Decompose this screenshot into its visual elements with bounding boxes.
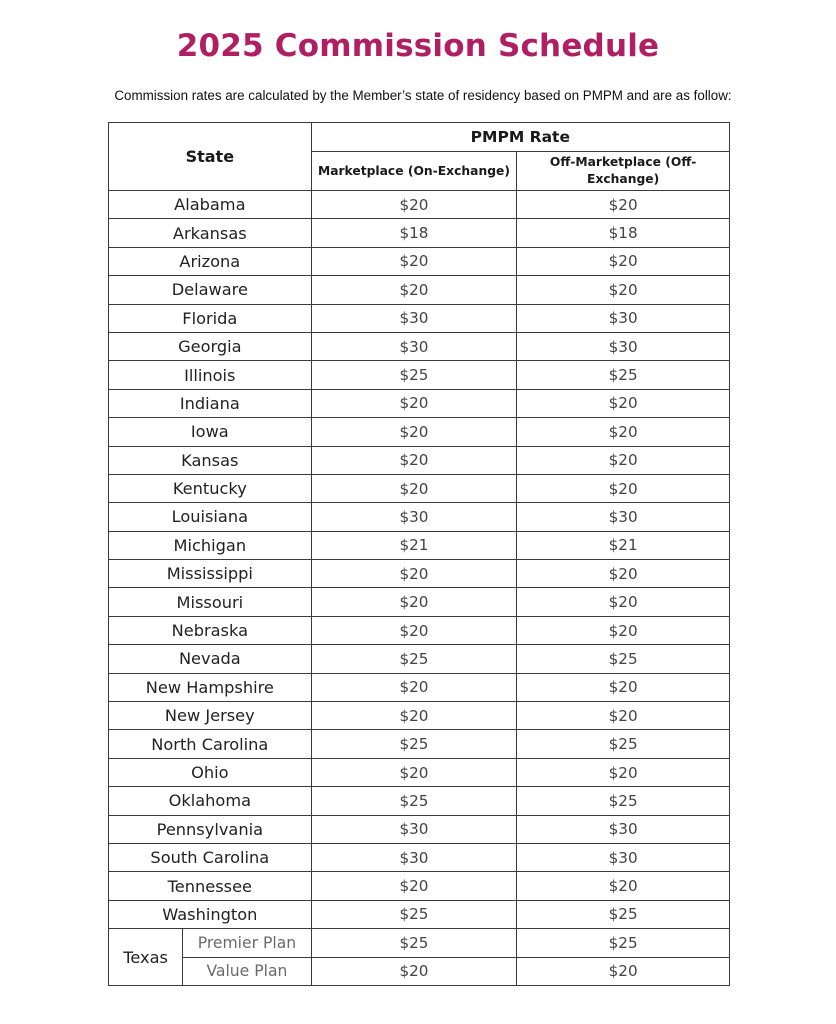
off-marketplace-rate-cell: $20 bbox=[517, 872, 730, 900]
state-name-cell: Iowa bbox=[109, 418, 312, 446]
off-marketplace-rate-cell: $20 bbox=[517, 702, 730, 730]
off-marketplace-rate-cell: $20 bbox=[517, 673, 730, 701]
state-name-cell: Delaware bbox=[109, 276, 312, 304]
table-row bbox=[109, 843, 730, 871]
marketplace-rate-cell: $20 bbox=[311, 418, 517, 446]
off-marketplace-rate-cell: $30 bbox=[517, 843, 730, 871]
state-name-cell: Nevada bbox=[109, 645, 312, 673]
table-row bbox=[109, 616, 730, 644]
marketplace-rate-cell: $20 bbox=[311, 702, 517, 730]
marketplace-rate-cell: $25 bbox=[311, 787, 517, 815]
off-marketplace-rate-cell: $25 bbox=[517, 900, 730, 928]
table-row bbox=[109, 276, 730, 304]
off-marketplace-rate-cell: $25 bbox=[517, 929, 730, 957]
state-name-cell: North Carolina bbox=[109, 730, 312, 758]
marketplace-rate-cell: $30 bbox=[311, 843, 517, 871]
off-marketplace-rate-cell: $30 bbox=[517, 332, 730, 360]
table-row bbox=[109, 418, 730, 446]
state-name-cell: New Hampshire bbox=[109, 673, 312, 701]
state-name-cell: Oklahoma bbox=[109, 787, 312, 815]
state-column-header: State bbox=[109, 123, 312, 191]
table-row bbox=[109, 645, 730, 673]
marketplace-rate-cell: $20 bbox=[311, 560, 517, 588]
marketplace-rate-cell: $20 bbox=[311, 389, 517, 417]
state-name-cell: Missouri bbox=[109, 588, 312, 616]
state-name-cell: Georgia bbox=[109, 332, 312, 360]
state-name-cell: Nebraska bbox=[109, 616, 312, 644]
state-name-cell: Louisiana bbox=[109, 503, 312, 531]
off-marketplace-rate-cell: $21 bbox=[517, 531, 730, 559]
marketplace-rate-cell: $30 bbox=[311, 503, 517, 531]
state-name-cell: Kansas bbox=[109, 446, 312, 474]
state-name-cell: South Carolina bbox=[109, 843, 312, 871]
marketplace-rate-cell: $20 bbox=[311, 247, 517, 275]
state-name-cell: Tennessee bbox=[109, 872, 312, 900]
off-marketplace-rate-cell: $20 bbox=[517, 758, 730, 786]
state-name-cell: Arkansas bbox=[109, 219, 312, 247]
table-row bbox=[109, 361, 730, 389]
marketplace-rate-cell: $25 bbox=[311, 730, 517, 758]
off-marketplace-rate-cell: $20 bbox=[517, 474, 730, 502]
marketplace-rate-cell: $25 bbox=[311, 645, 517, 673]
marketplace-rate-cell: $30 bbox=[311, 332, 517, 360]
marketplace-rate-cell: $20 bbox=[311, 673, 517, 701]
off-marketplace-rate-cell: $20 bbox=[517, 446, 730, 474]
off-marketplace-rate-cell: $20 bbox=[517, 389, 730, 417]
intro-text: Commission rates are calculated by the Member’s state of residency based on PMPM and are as follow: bbox=[114, 88, 732, 103]
off-marketplace-column-header: Off-Marketplace (Off-Exchange) bbox=[517, 152, 730, 191]
table-row bbox=[109, 219, 730, 247]
marketplace-rate-cell: $20 bbox=[311, 276, 517, 304]
marketplace-rate-cell: $21 bbox=[311, 531, 517, 559]
table-row bbox=[109, 815, 730, 843]
state-name-cell: Illinois bbox=[109, 361, 312, 389]
marketplace-column-header: Marketplace (On-Exchange) bbox=[311, 152, 517, 191]
plan-name-cell: Value Plan bbox=[183, 957, 311, 985]
marketplace-rate-cell: $20 bbox=[311, 957, 517, 985]
table-row bbox=[109, 503, 730, 531]
state-name-cell: Washington bbox=[109, 900, 312, 928]
marketplace-rate-cell: $20 bbox=[311, 446, 517, 474]
table-row bbox=[109, 332, 730, 360]
marketplace-rate-cell: $20 bbox=[311, 616, 517, 644]
state-name-cell: Pennsylvania bbox=[109, 815, 312, 843]
off-marketplace-rate-cell: $25 bbox=[517, 730, 730, 758]
off-marketplace-rate-cell: $25 bbox=[517, 361, 730, 389]
table-row bbox=[109, 730, 730, 758]
marketplace-rate-cell: $30 bbox=[311, 304, 517, 332]
off-marketplace-rate-cell: $25 bbox=[517, 787, 730, 815]
off-marketplace-rate-cell: $25 bbox=[517, 645, 730, 673]
state-name-cell: Kentucky bbox=[109, 474, 312, 502]
pmpm-rate-header: PMPM Rate bbox=[311, 123, 729, 152]
table-body bbox=[109, 191, 730, 986]
table-row bbox=[109, 673, 730, 701]
plan-name-cell: Premier Plan bbox=[183, 929, 311, 957]
state-name-cell: New Jersey bbox=[109, 702, 312, 730]
table-row bbox=[109, 560, 730, 588]
off-marketplace-rate-cell: $20 bbox=[517, 247, 730, 275]
marketplace-rate-cell: $20 bbox=[311, 474, 517, 502]
marketplace-rate-cell: $20 bbox=[311, 191, 517, 219]
marketplace-rate-cell: $30 bbox=[311, 815, 517, 843]
state-name-cell: Alabama bbox=[109, 191, 312, 219]
state-name-cell: Florida bbox=[109, 304, 312, 332]
table-row bbox=[109, 588, 730, 616]
marketplace-rate-cell: $20 bbox=[311, 872, 517, 900]
texas-plan-row bbox=[109, 957, 730, 985]
table-row bbox=[109, 900, 730, 928]
table-row bbox=[109, 389, 730, 417]
off-marketplace-rate-cell: $20 bbox=[517, 560, 730, 588]
texas-plan-row bbox=[109, 929, 730, 957]
off-marketplace-rate-cell: $20 bbox=[517, 276, 730, 304]
off-marketplace-rate-cell: $20 bbox=[517, 957, 730, 985]
state-name-cell: Indiana bbox=[109, 389, 312, 417]
table-row bbox=[109, 872, 730, 900]
state-name-cell: Arizona bbox=[109, 247, 312, 275]
marketplace-rate-cell: $20 bbox=[311, 758, 517, 786]
commission-table bbox=[108, 122, 730, 986]
state-name-cell: Mississippi bbox=[109, 560, 312, 588]
marketplace-rate-cell: $25 bbox=[311, 900, 517, 928]
off-marketplace-rate-cell: $20 bbox=[517, 588, 730, 616]
table-row bbox=[109, 304, 730, 332]
table-row bbox=[109, 191, 730, 219]
page-title: 2025 Commission Schedule bbox=[176, 28, 660, 64]
table-row bbox=[109, 702, 730, 730]
off-marketplace-rate-cell: $30 bbox=[517, 503, 730, 531]
off-marketplace-rate-cell: $30 bbox=[517, 304, 730, 332]
marketplace-rate-cell: $25 bbox=[311, 361, 517, 389]
marketplace-rate-cell: $18 bbox=[311, 219, 517, 247]
off-marketplace-rate-cell: $20 bbox=[517, 191, 730, 219]
state-name-cell: Ohio bbox=[109, 758, 312, 786]
off-marketplace-rate-cell: $20 bbox=[517, 418, 730, 446]
table-row bbox=[109, 758, 730, 786]
table-row bbox=[109, 446, 730, 474]
off-marketplace-rate-cell: $30 bbox=[517, 815, 730, 843]
table-header bbox=[109, 123, 730, 191]
table-row bbox=[109, 247, 730, 275]
texas-state-cell: Texas bbox=[109, 929, 183, 986]
marketplace-rate-cell: $20 bbox=[311, 588, 517, 616]
marketplace-rate-cell: $25 bbox=[311, 929, 517, 957]
table-row bbox=[109, 787, 730, 815]
table-row bbox=[109, 531, 730, 559]
table-row bbox=[109, 474, 730, 502]
off-marketplace-rate-cell: $20 bbox=[517, 616, 730, 644]
off-marketplace-rate-cell: $18 bbox=[517, 219, 730, 247]
state-name-cell: Michigan bbox=[109, 531, 312, 559]
